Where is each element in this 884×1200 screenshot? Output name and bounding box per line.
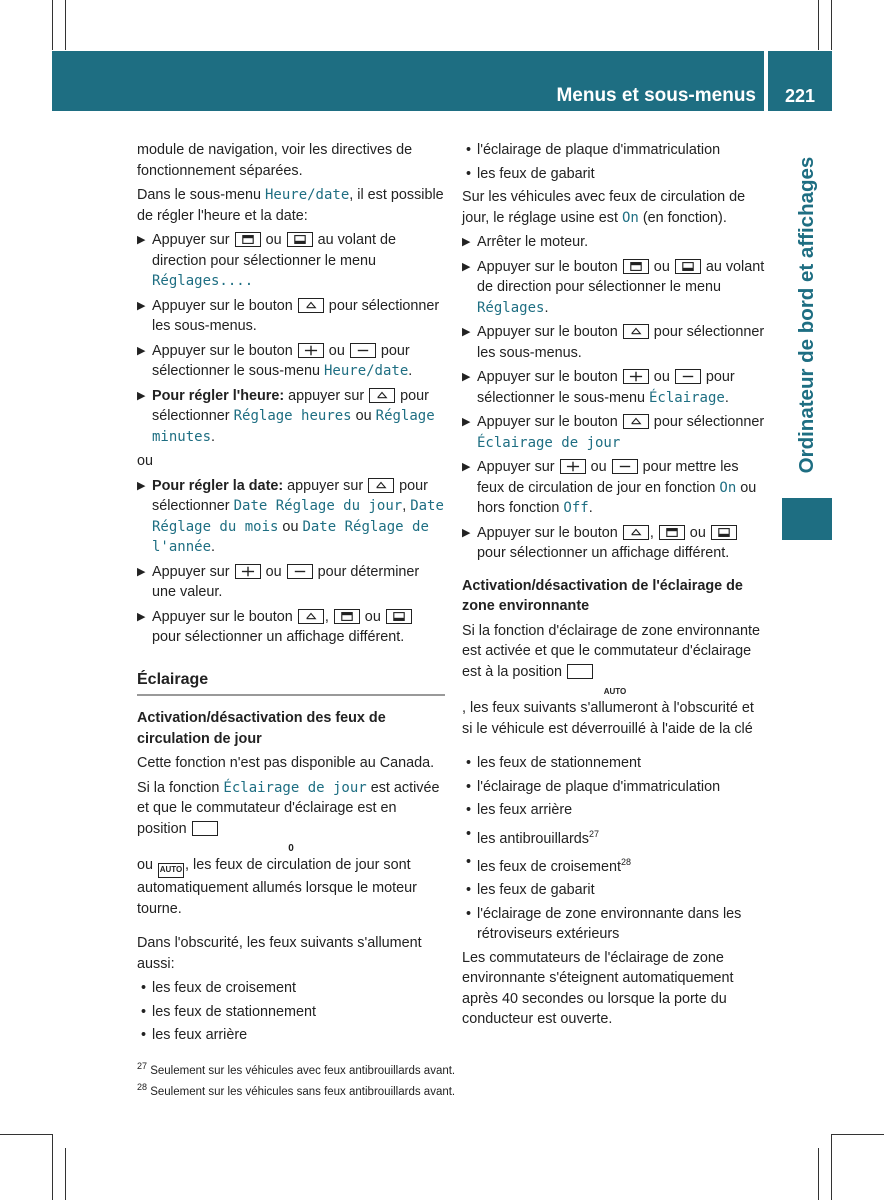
text-run: Date Réglage du jour	[233, 498, 403, 514]
crop-mark	[65, 1148, 66, 1200]
display-back-button-icon	[334, 609, 360, 624]
text-run: au volant de direction pour sélectionner le menu	[152, 232, 397, 269]
arrow-icon: ▶	[137, 344, 146, 357]
bullet-icon: •	[466, 755, 472, 772]
step-item	[137, 296, 445, 337]
bullet-icon: •	[141, 980, 147, 997]
text-run: Si la fonction	[137, 779, 224, 796]
text-run: Appuyer sur le bouton	[152, 297, 297, 314]
text-run: Appuyer sur le bouton	[477, 414, 622, 430]
text-run: ou	[137, 857, 158, 873]
text-run: .	[544, 299, 549, 316]
bullet-icon: •	[141, 1003, 147, 1020]
step-item	[137, 386, 445, 448]
text-run: Si la fonction d'éclairage de zone environnante est activée et que le commutateur d'éclairage est à la position	[462, 622, 760, 680]
text-run: ,	[649, 524, 658, 541]
display-back-button-icon	[235, 232, 261, 247]
side-tab-marker	[782, 498, 832, 540]
bullet-icon: •	[466, 854, 472, 871]
step-item	[137, 230, 445, 292]
text-run: ,	[324, 608, 333, 625]
text-run: 27	[588, 828, 599, 839]
page-title: Menus et sous-menus	[556, 85, 756, 106]
plus-button-icon	[298, 343, 324, 358]
text-run: pour sélectionner	[152, 477, 428, 514]
bullet-icon: •	[466, 882, 472, 899]
text-run: Réglages	[477, 299, 545, 316]
crop-mark	[52, 1134, 53, 1200]
list-item	[462, 140, 768, 161]
text-run: ou	[351, 408, 376, 424]
arrow-icon: ▶	[137, 479, 146, 492]
minus-button-icon	[287, 564, 313, 579]
text-run: ou	[261, 232, 286, 248]
text-run: ou	[324, 342, 349, 359]
step-item	[462, 232, 768, 253]
text-run: pour sélectionner les sous-menus.	[152, 297, 440, 334]
text-run: ou	[360, 608, 385, 625]
text-run: .	[724, 389, 729, 406]
display-forward-button-icon	[386, 609, 412, 624]
step-item	[462, 523, 768, 564]
list-item	[462, 824, 768, 849]
subheading: Activation/désactivation des feux de circulation de jour	[137, 710, 386, 747]
paragraph	[462, 621, 768, 683]
plus-button-icon	[235, 564, 261, 579]
text-run: Appuyer sur le bouton	[477, 524, 622, 541]
text-run: ou	[278, 518, 303, 535]
text-run: pour sélectionner un affichage différent.	[152, 629, 405, 645]
text-run: (en fonction).	[638, 209, 727, 226]
arrow-icon: ▶	[137, 565, 146, 578]
footnote-28	[137, 1079, 455, 1100]
arrow-icon: ▶	[462, 526, 471, 539]
plus-button-icon	[623, 369, 649, 384]
up-button-icon	[368, 478, 394, 493]
up-button-icon	[369, 388, 395, 403]
text-run: Éclairage de jour	[223, 779, 367, 796]
arrow-icon: ▶	[462, 326, 471, 338]
text-run: Appuyer sur le bouton	[152, 608, 297, 625]
text-run: pour sélectionner un affichage différent.	[477, 545, 730, 561]
text-run: Réglage heures	[233, 408, 352, 424]
zero-key-icon	[192, 821, 218, 836]
paragraph: Dans l'obscurité, les feux suivants s'allument aussi:	[137, 935, 422, 972]
up-button-icon	[298, 298, 324, 313]
minus-button-icon	[612, 459, 638, 474]
text-run: les feux de stationnement	[152, 1003, 316, 1020]
text-run: pour sélectionner le sous-menu	[477, 369, 735, 406]
paragraph	[137, 778, 445, 840]
text-run: .	[408, 363, 413, 379]
crop-mark	[818, 0, 819, 50]
crop-mark	[52, 0, 53, 50]
text-run: au volant de direction pour sélectionner le menu	[477, 258, 765, 295]
text-run: Seulement sur les véhicules avec feux antibrouillards avant.	[147, 1064, 456, 1077]
text-run: les feux de croisement	[152, 980, 296, 997]
step-item	[462, 412, 768, 453]
text-run: , les feux de circulation de jour sont automatiquement allumés lorsque le moteur tourne.	[137, 857, 417, 917]
text-run: Heure/date	[323, 363, 409, 379]
minus-button-icon	[675, 369, 701, 384]
text-run: les feux de gabarit	[477, 165, 595, 182]
text-run: Appuyer sur	[152, 563, 234, 580]
side-tab-label: Ordinateur de bord et affichages	[795, 156, 818, 474]
step-item	[462, 257, 768, 319]
crop-mark	[818, 1148, 819, 1200]
text-run: ou	[261, 563, 286, 580]
display-forward-button-icon	[711, 525, 737, 540]
text-run: On	[622, 209, 639, 226]
text-run: Arrêter le moteur.	[477, 234, 589, 250]
text-run: 28	[620, 857, 631, 868]
text-run: ou hors fonction	[477, 479, 757, 516]
step-item	[462, 457, 768, 519]
minus-button-icon	[350, 343, 376, 358]
arrow-icon: ▶	[462, 461, 471, 473]
arrow-icon: ▶	[462, 371, 471, 383]
arrow-icon: ▶	[137, 610, 146, 623]
text-run: Date Réglage du mois	[152, 498, 444, 535]
list-item	[462, 800, 768, 821]
paragraph: module de navigation, voir les directives de fonctionnement séparées.	[137, 142, 413, 179]
up-button-icon	[623, 414, 649, 429]
list-item	[137, 1025, 445, 1046]
paragraph: ou	[137, 453, 154, 469]
bullet-icon: •	[466, 825, 472, 842]
display-back-button-icon	[659, 525, 685, 540]
text-run: .	[588, 500, 593, 516]
paragraph	[137, 185, 445, 226]
right-column: • l'éclairage de plaque d'immatriculation • les feux de gabarit Sur les véhicules avec feux de circulation de jour, le réglage usine est On (en fonction). ▶ Arrêter le moteur. ▶ Appuyer sur le bouton ou au volant de direction pour sélectionner le menu Réglages. ▶ Appuyer sur le bouton pour sélectionner les sous-menus. ▶ Appuyer sur le bouton ou pour sélectionner le sous-menu Éclairage. ▶ Appuyer sur le bouton pour sélectionner Éclairage de jour ▶ Appuyer sur ou pour mettre les feux de circulation de jour en fonction On ou hors fonction Off. ▶ Appuyer sur le bouton , ou pour sélectionner un affichage différent. Activation/désactivation de l'éclairage de zone environnante Si la fonction d'éclairage de zone environnante est activée et que le commutateur d'éclairage est à la position AUTO , les feux suivants s'allumeront à l'obscurité et si le véhicule est déverrouillé à l'aide de la clé • les feux de stationnement • l'éclairage de plaque d'immatriculation • les feux arrière • les antibrouillards$^{27}$ • les feux de croisement$^{28}$ • les feux de gabarit • l'éclairage de zone environnante dans les rétroviseurs extérieurs Les commutateurs de l'éclairage de zone environnante s'éteignent automatiquement après 40 secondes ou lorsque la porte du conducteur est ouverte.	[462, 140, 768, 1034]
text-run: les feux de gabarit	[477, 882, 595, 899]
text-run: ou	[685, 524, 710, 541]
step-item	[462, 367, 768, 408]
text-run: Appuyer sur le bouton	[477, 258, 622, 275]
text-run: Off	[563, 500, 589, 516]
bullet-icon: •	[466, 905, 472, 922]
auto-key-icon	[567, 664, 593, 679]
text-run: Éclairage	[648, 389, 725, 406]
list-item	[137, 1002, 445, 1023]
crop-mark	[831, 1134, 832, 1200]
text-run: appuyer sur	[284, 387, 369, 404]
text-run: Appuyer sur	[477, 459, 559, 475]
arrow-icon: ▶	[137, 299, 146, 312]
text-run: Date Réglage de l'année	[152, 518, 429, 555]
step-item	[137, 562, 445, 603]
page-number-box	[768, 51, 832, 111]
subheading: Activation/désactivation de l'éclairage de zone environnante	[462, 577, 743, 614]
text-run: Éclairage de jour	[477, 434, 621, 451]
text-run: Réglage minutes	[152, 408, 435, 445]
text-run: les feux arrière	[152, 1027, 248, 1044]
page-number: 221	[784, 86, 816, 106]
text-run: 27	[137, 1061, 148, 1071]
text-run: l'éclairage de plaque d'immatriculation	[477, 142, 721, 158]
text-run: , les feux suivants s'allumeront à l'obscurité et si le véhicule est déverrouillé à l'aide de la clé	[462, 700, 754, 737]
text-run: Appuyer sur le bouton	[152, 342, 297, 359]
side-tab	[782, 130, 832, 500]
text-run: Appuyer sur le bouton	[477, 369, 622, 385]
bullet-icon: •	[466, 802, 472, 819]
arrow-icon: ▶	[137, 389, 146, 402]
left-column: module de navigation, voir les directives de fonctionnement séparées. Dans le sous-menu Heure/date, il est possible de régler l'heure et la date: ▶ Appuyer sur ou au volant de direction pour sélectionner le menu Réglages.... ▶ Appuyer sur le bouton pour sélectionner les sous-menus. ▶ Appuyer sur le bouton ou pour sélectionner le sous-menu Heure/date. ▶ Pour régler l'heure: appuyer sur pour sélectionner Réglage heures ou Réglage minutes. ou ▶ Pour régler la date: appuyer sur pour sélectionner Date Réglage du jour, Date Réglage du mois ou Date Réglage de l'année. ▶ Appuyer sur ou pour déterminer une valeur. ▶ Appuyer sur le bouton , ou pour sélectionner un affichage différent. Éclairage Activation/désactivation des feux de circulation de jour Cette fonction n'est pas disponible au Canada. Si la fonction Éclairage de jour est activée et que le commutateur d'éclairage est en position 0 ou AUTO , les feux de circulation de jour sont automatiquement allumés lorsque le moteur tourne. Dans l'obscurité, les feux suivants s'allument aussi: • les feux de croisement • les feux de stationnement • les feux arrière	[137, 140, 445, 1049]
bullet-icon: •	[466, 778, 472, 795]
display-forward-button-icon	[287, 232, 313, 247]
text-run: ,	[402, 498, 411, 514]
text-run: On	[719, 479, 737, 496]
footnotes	[137, 1058, 455, 1101]
text-run: l'éclairage de plaque d'immatriculation	[477, 778, 721, 795]
text-run: les feux de stationnement	[477, 755, 641, 772]
text-run: , il est possible de régler l'heure et la date:	[137, 187, 444, 224]
footnote-27	[137, 1058, 455, 1079]
text-run: Appuyer sur	[152, 232, 234, 248]
text-run: pour sélectionner le sous-menu	[152, 342, 410, 379]
arrow-icon: ▶	[462, 260, 471, 273]
text-run: les feux arrière	[477, 802, 573, 819]
text-run: pour mettre les feux de circulation de jour en fonction	[477, 459, 739, 496]
bullet-icon: •	[141, 1027, 147, 1044]
display-back-button-icon	[623, 259, 649, 274]
text-run: Pour régler l'heure:	[152, 387, 285, 404]
text-run: Pour régler la date:	[152, 477, 284, 494]
crop-mark	[65, 0, 66, 50]
header-band	[52, 51, 764, 111]
crop-mark	[0, 1134, 52, 1135]
display-forward-button-icon	[675, 259, 701, 274]
bullet-icon: •	[466, 142, 472, 158]
list-item	[462, 753, 768, 774]
text-run: 28	[137, 1082, 148, 1093]
list-item	[462, 777, 768, 798]
text-run: les feux de croisement	[477, 858, 621, 875]
text-run: Seulement sur les véhicules sans feux antibrouillards avant.	[147, 1086, 456, 1099]
arrow-icon: ▶	[462, 416, 471, 428]
plus-button-icon	[560, 459, 586, 474]
text-run: Heure/date	[264, 187, 350, 203]
list-item	[462, 904, 768, 945]
text-run: .	[211, 539, 216, 555]
text-run: est activée et que le commutateur d'éclairage est en position	[137, 779, 440, 837]
arrow-icon: ▶	[137, 234, 146, 246]
text-run: pour sélectionner	[649, 414, 765, 430]
text-run: pour sélectionner les sous-menus.	[477, 324, 765, 361]
text-run: Dans le sous-menu	[137, 187, 265, 203]
paragraph	[462, 187, 768, 228]
text-run: pour sélectionner	[152, 387, 429, 424]
text-run: Réglages....	[152, 273, 254, 289]
crop-mark	[831, 0, 832, 50]
section-heading: Éclairage	[137, 670, 445, 697]
text-run: Appuyer sur le bouton	[477, 324, 622, 340]
step-item	[137, 607, 445, 648]
bullet-icon: •	[466, 165, 472, 182]
text-run: ou	[649, 258, 674, 275]
list-item	[462, 880, 768, 901]
text-run: les antibrouillards	[477, 830, 589, 847]
step-item	[137, 341, 445, 382]
text-run: appuyer sur	[283, 477, 368, 494]
step-item	[137, 476, 445, 558]
auto-key-icon: AUTO	[158, 863, 184, 878]
text-run: l'éclairage de zone environnante dans les rétroviseurs extérieurs	[477, 905, 742, 943]
text-run: ou	[649, 369, 674, 385]
text-run: pour déterminer une valeur.	[152, 563, 420, 600]
list-item	[462, 852, 768, 877]
paragraph: Les commutateurs de l'éclairage de zone environnante s'éteignent automatiquement après 40 secondes ou lorsque la porte du conducteur est ouverte.	[462, 949, 734, 1028]
crop-mark	[832, 1134, 884, 1135]
list-item	[462, 164, 768, 185]
paragraph: Cette fonction n'est pas disponible au Canada.	[137, 755, 435, 771]
step-item	[462, 322, 768, 363]
up-button-icon	[298, 609, 324, 624]
text-run: Sur les véhicules avec feux de circulation de jour, le réglage usine est	[462, 189, 746, 226]
text-run: .	[211, 428, 216, 445]
arrow-icon: ▶	[462, 236, 471, 248]
list-item	[137, 978, 445, 999]
up-button-icon	[623, 324, 649, 339]
up-button-icon	[623, 525, 649, 540]
text-run: ou	[586, 459, 611, 475]
